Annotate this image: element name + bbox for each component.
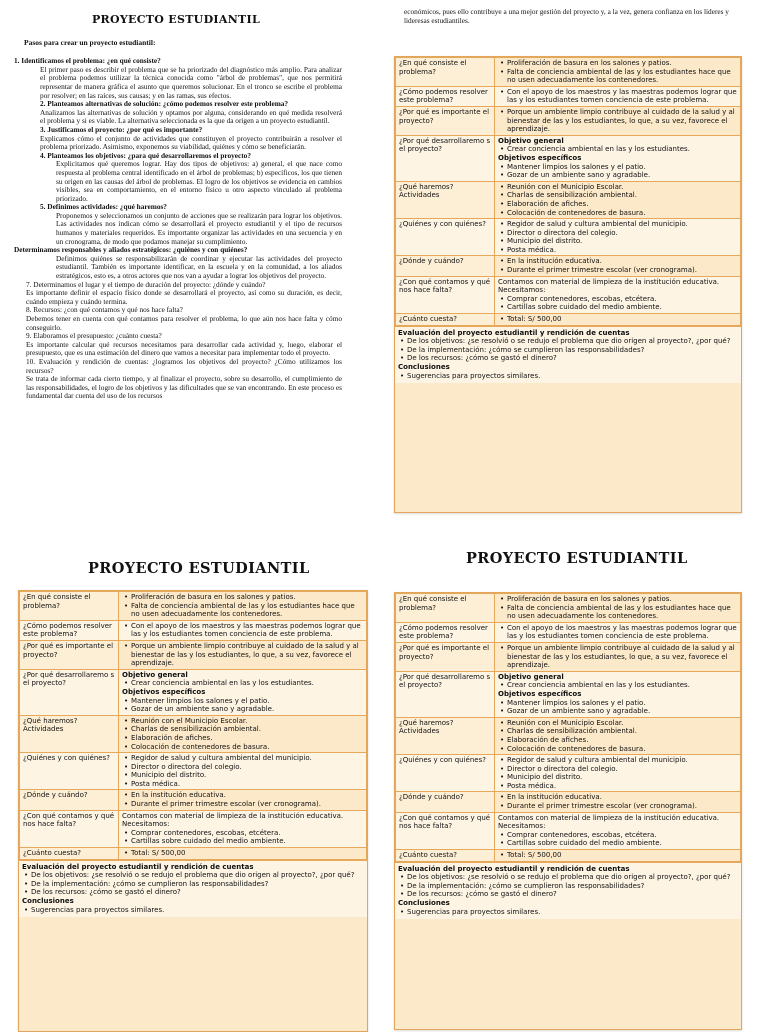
answer-list <box>498 59 737 85</box>
list-item: • Municipio del distrito. <box>131 771 363 780</box>
list-item: • Municipio del distrito. <box>507 237 737 246</box>
answer-list <box>122 679 363 688</box>
list-item: • Regidor de salud y cultura ambiental del municipio. <box>507 220 737 229</box>
question-cell: ¿Con qué contamos y qué nos hace falta? <box>20 810 119 847</box>
question-cell: ¿Por qué es importante el proyecto? <box>20 640 119 669</box>
question-cell: ¿En qué consiste el problema? <box>396 58 495 87</box>
question-cell: ¿Por qué desarrollaremo s el proyecto? <box>20 669 119 715</box>
list-item: • Regidor de salud y cultura ambiental del municipio. <box>131 754 363 763</box>
answer-cell <box>495 181 741 218</box>
steps-column <box>10 14 342 401</box>
answer-cell <box>495 622 741 642</box>
cell-label: Contamos con material de limpieza de la institución educativa. Necesitamos: <box>122 811 344 829</box>
question-cell: ¿Por qué desarrollaremo s el proyecto? <box>396 135 495 181</box>
cell-label: Objetivos específicos <box>498 689 582 698</box>
list-item: • De los objetivos: ¿se resolvió o se redujo el problema que dio origen al proyecto?, ¿por qué? <box>407 337 738 346</box>
question-cell: ¿En qué consiste el problema? <box>20 592 119 621</box>
list-item: • Durante el primer trimestre escolar (ver cronograma). <box>507 266 737 275</box>
step5-text: Proponemos y seleccionamos un conjunto de acciones que se realizarán para lograr los objetivos. Las actividades nos indican cómo se desarrollará el proyecto estudiantil y el tipo de recursos humanos y materiales requeridos. Es importante organizar las actividades en una secuencia y en un cronograma, de modo que podamos manejar su cumplimiento. <box>56 210 342 246</box>
answer-list <box>498 163 737 180</box>
answer-cell <box>119 715 367 752</box>
list-item: • Durante el primer trimestre escolar (ver cronograma). <box>507 802 737 811</box>
table-row <box>396 594 741 623</box>
answer-cell <box>495 256 741 276</box>
answer-list <box>498 595 737 621</box>
list-item: • Posta médica. <box>507 782 737 791</box>
answer-list <box>498 220 737 254</box>
answer-list <box>498 315 737 324</box>
list-item: • Proliferación de basura en los salones y patios. <box>507 595 737 604</box>
table-row <box>20 620 367 640</box>
answer-list <box>498 108 737 134</box>
step6-text: Definimos quiénes se responsabilizarán de coordinar y ejecutar las actividades del proyecto estudiantil. También es importante identificar, en la escuela y en la comunidad, a los aliados estratégicos, esto es, a otros actores que nos van a ayudar a lograr los objetivos del proyecto. <box>56 253 342 281</box>
evaluation-section <box>395 326 741 384</box>
question-cell: ¿Dónde y cuándo? <box>396 792 495 812</box>
table-row <box>20 640 367 669</box>
continuation-text: económicos, pues ello contribuye a una mejor gestión del proyecto y, a la vez, genera confianza en los líderes y lideresas estudiantiles. <box>404 7 729 25</box>
question-cell: ¿Quiénes y con quiénes? <box>396 219 495 256</box>
step9-heading: 9. Elaboramos el presupuesto: ¿cuánto cuesta? <box>26 331 162 341</box>
question-cell: ¿Quiénes y con quiénes? <box>20 753 119 790</box>
answer-cell <box>119 790 367 810</box>
list-item: • Cartillas sobre cuidado del medio ambiente. <box>507 303 737 312</box>
answer-list <box>498 793 737 810</box>
table-row <box>396 792 741 812</box>
evaluation-list <box>22 871 364 897</box>
question-cell: ¿Por qué es importante el proyecto? <box>396 642 495 671</box>
answer-cell <box>495 792 741 812</box>
list-item: • Gozar de un ambiente sano y agradable. <box>507 707 737 716</box>
answer-list <box>498 831 737 848</box>
answer-cell <box>495 135 741 181</box>
answer-cell <box>495 276 741 313</box>
list-item: • Durante el primer trimestre escolar (ver cronograma). <box>131 800 363 809</box>
table-row <box>396 181 741 218</box>
question-cell: ¿Con qué contamos y qué nos hace falta? <box>396 812 495 849</box>
list-item: • Total: S/ 500,00 <box>507 851 737 860</box>
table-row <box>20 790 367 810</box>
answer-list <box>498 851 737 860</box>
list-item: • Charlas de sensibilización ambiental. <box>507 191 737 200</box>
table-row <box>20 669 367 715</box>
cell-label: Objetivo general <box>122 670 188 679</box>
answer-list <box>498 145 737 154</box>
list-item: • Posta médica. <box>507 246 737 255</box>
list-item: • En la institución educativa. <box>507 793 737 802</box>
question-cell: ¿Por qué es importante el proyecto? <box>396 106 495 135</box>
table-row <box>396 135 741 181</box>
cell-label: Contamos con material de limpieza de la institución educativa. Necesitamos: <box>498 813 720 831</box>
list-item: • En la institución educativa. <box>507 257 737 266</box>
project-table-bottom-left <box>18 590 368 1032</box>
answer-list <box>122 829 363 846</box>
answer-list <box>498 756 737 790</box>
list-item: • Posta médica. <box>131 780 363 789</box>
evaluation-title: Evaluación del proyecto estudiantil y rendición de cuentas <box>398 328 630 337</box>
answer-cell <box>495 86 741 106</box>
project-table-bottom-right <box>394 592 742 1030</box>
question-cell: ¿Cuánto cuesta? <box>396 314 495 326</box>
list-item: • De la implementación: ¿cómo se cumplieron las responsabilidades? <box>407 882 738 891</box>
evaluation-title: Evaluación del proyecto estudiantil y rendición de cuentas <box>398 864 630 873</box>
list-item: • Colocación de contenedores de basura. <box>131 743 363 752</box>
answer-list <box>498 699 737 716</box>
steps-subtitle: Pasos para crear un proyecto estudiantil: <box>24 37 156 47</box>
answer-cell <box>119 640 367 669</box>
list-item: • Gozar de un ambiente sano y agradable. <box>507 171 737 180</box>
list-item: • Director o directora del colegio. <box>507 765 737 774</box>
project-table <box>19 591 367 860</box>
answer-cell <box>119 753 367 790</box>
list-item: • Comprar contenedores, escobas, etcétera. <box>131 829 363 838</box>
answer-cell <box>119 592 367 621</box>
list-item: • Sugerencias para proyectos similares. <box>407 908 738 917</box>
answer-list <box>122 697 363 714</box>
question-cell: ¿Qué haremos? Actividades <box>20 715 119 752</box>
list-item: • De la implementación: ¿cómo se cumplieron las responsabilidades? <box>31 880 364 889</box>
answer-cell <box>495 717 741 754</box>
list-item: • Elaboración de afiches. <box>507 200 737 209</box>
list-item: • Mantener limpios los salones y el patio. <box>131 697 363 706</box>
answer-cell <box>495 58 741 87</box>
list-item: • Director o directora del colegio. <box>507 229 737 238</box>
answer-cell <box>119 848 367 860</box>
answer-cell <box>495 850 741 862</box>
table-row <box>396 314 741 326</box>
answer-list <box>498 681 737 690</box>
list-item: • Municipio del distrito. <box>507 773 737 782</box>
conclusions-label: Conclusiones <box>398 899 450 907</box>
list-item: • De los recursos: ¿cómo se gastó el dinero? <box>407 890 738 899</box>
question-cell: ¿Dónde y cuándo? <box>396 256 495 276</box>
table-row <box>396 812 741 849</box>
list-item: • Crear conciencia ambiental en las y los estudiantes. <box>507 681 737 690</box>
answer-list <box>122 791 363 808</box>
page-title: PROYECTO ESTUDIANTIL <box>91 13 261 26</box>
table-row <box>396 276 741 313</box>
table-row <box>396 106 741 135</box>
list-item: • Porque un ambiente limpio contribuye al cuidado de la salud y al bienestar de las y los estudiantes, lo que, a su vez, favorece el aprendizaje. <box>507 644 737 670</box>
question-cell: ¿Con qué contamos y qué nos hace falta? <box>396 276 495 313</box>
question-cell: ¿Dónde y cuándo? <box>20 790 119 810</box>
list-item: • Colocación de contenedores de basura. <box>507 209 737 218</box>
answer-list <box>498 644 737 670</box>
answer-list <box>122 754 363 788</box>
list-item: • Crear conciencia ambiental en las y los estudiantes. <box>131 679 363 688</box>
list-item: • Charlas de sensibilización ambiental. <box>131 725 363 734</box>
list-item: • Charlas de sensibilización ambiental. <box>507 727 737 736</box>
question-cell: ¿Cuánto cuesta? <box>396 850 495 862</box>
answer-cell <box>495 812 741 849</box>
list-item: • De la implementación: ¿cómo se cumplieron las responsabilidades? <box>407 346 738 355</box>
question-cell: ¿En qué consiste el problema? <box>396 594 495 623</box>
conclusions-label: Conclusiones <box>398 363 450 371</box>
evaluation-list <box>398 873 738 899</box>
list-item: • Colocación de contenedores de basura. <box>507 745 737 754</box>
list-item: • Falta de conciencia ambiental de las y los estudiantes hace que no usen adecuadamente los contenedores. <box>507 604 737 621</box>
answer-cell <box>119 810 367 847</box>
answer-list <box>498 88 737 105</box>
table-row <box>396 58 741 87</box>
table-row <box>396 755 741 792</box>
table-row <box>20 810 367 847</box>
answer-list <box>498 257 737 274</box>
conclusions-list <box>398 372 738 381</box>
step3-heading: 3. Justificamos el proyecto: ¿por qué es importante? <box>40 124 203 134</box>
list-item: • Falta de conciencia ambiental de las y los estudiantes hace que no usen adecuadamente los contenedores. <box>507 68 737 85</box>
list-item: • De los objetivos: ¿se resolvió o se redujo el problema que dio origen al proyecto?, ¿por qué? <box>31 871 364 880</box>
table-row <box>396 850 741 862</box>
step6-heading: Determinamos responsables y aliados estratégicos: ¿quiénes y con quiénes? <box>14 245 248 255</box>
table-row <box>396 86 741 106</box>
question-cell: ¿Cómo podemos resolver este problema? <box>20 620 119 640</box>
step7-text: Es importante definir el espacio físico donde se desarrollará el proyecto, así como su duración, es decir, cuándo empieza y cuándo termina. <box>26 288 342 306</box>
list-item: • Reunión con el Municipio Escolar. <box>131 717 363 726</box>
list-item: • Comprar contenedores, escobas, etcétera. <box>507 295 737 304</box>
table-row <box>20 848 367 860</box>
list-item: • Cartillas sobre cuidado del medio ambiente. <box>131 837 363 846</box>
cell-label: Objetivos específicos <box>498 153 582 162</box>
conclusions-list <box>22 906 364 915</box>
answer-list <box>498 295 737 312</box>
list-item: • Porque un ambiente limpio contribuye al cuidado de la salud y al bienestar de las y los estudiantes, lo que, a su vez, favorece el aprendizaje. <box>131 642 363 668</box>
answer-cell <box>495 106 741 135</box>
bottom-left-title: PROYECTO ESTUDIANTIL <box>88 560 310 577</box>
table-row <box>396 256 741 276</box>
list-item: • Elaboración de afiches. <box>131 734 363 743</box>
list-item: • Total: S/ 500,00 <box>131 849 363 858</box>
list-item: • Mantener limpios los salones y el patio. <box>507 163 737 172</box>
answer-cell <box>495 594 741 623</box>
list-item: • Sugerencias para proyectos similares. <box>31 906 364 915</box>
step10-text: Se trata de informar cada cierto tiempo, y al finalizar el proyecto, sobre su desarrollo, el cumplimiento de las responsabilidades, el logro de los objetivos y las dificultades que se van encontrando. En este proceso es fundamental dar cuenta del uso de los recursos <box>26 374 342 401</box>
step2-heading: 2. Planteamos alternativas de solución: ¿cómo podemos resolver este problema? <box>40 99 289 109</box>
answer-cell <box>495 671 741 717</box>
step7-heading: 7. Determinamos el lugar y el tiempo de duración del proyecto: ¿dónde y cuándo? <box>26 279 266 289</box>
list-item: • Proliferación de basura en los salones y patios. <box>507 59 737 68</box>
step2-text: Analizamos las alternativas de solución y optamos por alguna, considerando en qué medida resolverá el problema y si es viable. La alternativa seleccionada es la que da origen a un proyecto estudiantil. <box>40 107 342 126</box>
answer-list <box>122 717 363 751</box>
answer-list <box>122 642 363 668</box>
question-cell: ¿Cómo podemos resolver este problema? <box>396 86 495 106</box>
list-item: • De los objetivos: ¿se resolvió o se redujo el problema que dio origen al proyecto?, ¿por qué? <box>407 873 738 882</box>
table-row <box>396 671 741 717</box>
list-item: • Total: S/ 500,00 <box>507 315 737 324</box>
list-item: • Gozar de un ambiente sano y agradable. <box>131 705 363 714</box>
question-cell: ¿Qué haremos? Actividades <box>396 181 495 218</box>
answer-cell <box>495 755 741 792</box>
list-item: • Sugerencias para proyectos similares. <box>407 372 738 381</box>
list-item: • De los recursos: ¿cómo se gastó el dinero? <box>407 354 738 363</box>
answer-cell <box>119 669 367 715</box>
table-row <box>20 592 367 621</box>
answer-list <box>122 849 363 858</box>
question-cell: ¿Cómo podemos resolver este problema? <box>396 622 495 642</box>
evaluation-title: Evaluación del proyecto estudiantil y rendición de cuentas <box>22 862 254 871</box>
list-item: • De los recursos: ¿cómo se gastó el dinero? <box>31 888 364 897</box>
list-item: • Con el apoyo de los maestros y las maestras podemos lograr que las y los estudiantes tomen conciencia de este problema. <box>131 622 363 639</box>
step1-text: El primer paso es describir el problema que se ha priorizado del diagnóstico más amplio. Para analizar el problema podemos utilizar la técnica conocida como "árbol de problemas", que nos permitirá representar de manera gráfica el asunto que queremos solucionar. En el tronco se escribe el problema por resolver; en las raíces, sus causas; y en las ramas, sus efectos. <box>40 64 342 100</box>
list-item: • Falta de conciencia ambiental de las y los estudiantes hace que no usen adecuadamente los contenedores. <box>131 602 363 619</box>
answer-cell <box>119 620 367 640</box>
answer-list <box>498 624 737 641</box>
list-item: • En la institución educativa. <box>131 791 363 800</box>
table-row <box>20 753 367 790</box>
step4-heading: 4. Planteamos los objetivos: ¿para qué desarrollaremos el proyecto? <box>40 150 251 160</box>
list-item: • Crear conciencia ambiental en las y los estudiantes. <box>507 145 737 154</box>
project-table-top-right <box>394 56 742 513</box>
conclusions-label: Conclusiones <box>22 897 74 905</box>
list-item: • Porque un ambiente limpio contribuye al cuidado de la salud y al bienestar de las y los estudiantes, lo que, a su vez, favorece el aprendizaje. <box>507 108 737 134</box>
list-item: • Mantener limpios los salones y el patio. <box>507 699 737 708</box>
step5-heading: 5. Definimos actividades: ¿qué haremos? <box>40 202 167 212</box>
table-row <box>20 715 367 752</box>
question-cell: ¿Quiénes y con quiénes? <box>396 755 495 792</box>
step4-text: Explicitamos qué queremos lograr. Hay dos tipos de objetivos: a) general, el que nace como respuesta al problema central identificado en el árbol de problemas; b) específicos, los que tienen su origen en las causas del árbol de problemas. El logro de los objetivos se evidencia en cambios visibles, sea en comportamiento, en el entorno físico u otro aspecto vinculado al problema priorizado. <box>56 159 342 203</box>
list-item: • Regidor de salud y cultura ambiental del municipio. <box>507 756 737 765</box>
cell-label: Objetivo general <box>498 136 564 145</box>
list-item: • Proliferación de basura en los salones y patios. <box>131 593 363 602</box>
answer-list <box>498 183 737 217</box>
table-row <box>396 219 741 256</box>
table-row <box>396 642 741 671</box>
table-row <box>396 622 741 642</box>
list-item: • Reunión con el Municipio Escolar. <box>507 183 737 192</box>
answer-cell <box>495 642 741 671</box>
list-item: • Con el apoyo de los maestros y las maestras podemos lograr que las y los estudiantes tomen conciencia de este problema. <box>507 88 737 105</box>
evaluation-section <box>395 862 741 920</box>
list-item: • Elaboración de afiches. <box>507 736 737 745</box>
step8-text: Debemos tener en cuenta con qué contamos para resolver el problema, lo que aún nos hace falta y cómo conseguirlo. <box>26 314 342 332</box>
list-item: • Reunión con el Municipio Escolar. <box>507 719 737 728</box>
list-item: • Director o directora del colegio. <box>131 763 363 772</box>
cell-label: Objetivos específicos <box>122 687 206 696</box>
answer-list <box>122 593 363 619</box>
evaluation-list <box>398 337 738 363</box>
table-row <box>396 717 741 754</box>
cell-label: Objetivo general <box>498 672 564 681</box>
step1-heading: 1. Identificamos el problema: ¿en qué consiste? <box>14 56 161 66</box>
answer-list <box>498 719 737 753</box>
answer-cell <box>495 219 741 256</box>
conclusions-list <box>398 908 738 917</box>
question-cell: ¿Qué haremos? Actividades <box>396 717 495 754</box>
answer-list <box>122 622 363 639</box>
step10-heading: 10. Evaluación y rendición de cuentas: ¿logramos los objetivos del proyecto? ¿Cómo utilizamos los recursos? <box>26 356 342 375</box>
bottom-right-title: PROYECTO ESTUDIANTIL <box>466 550 688 567</box>
project-table <box>395 57 741 326</box>
evaluation-section <box>19 860 367 918</box>
list-item: • Con el apoyo de los maestros y las maestras podemos lograr que las y los estudiantes tomen conciencia de este problema. <box>507 624 737 641</box>
step8-heading: 8. Recursos: ¿con qué contamos y qué nos hace falta? <box>26 305 183 315</box>
question-cell: ¿Por qué desarrollaremo s el proyecto? <box>396 671 495 717</box>
project-table <box>395 593 741 862</box>
list-item: • Comprar contenedores, escobas, etcétera. <box>507 831 737 840</box>
answer-cell <box>495 314 741 326</box>
step9-text: Es importante calcular qué recursos necesitamos para desarrollar cada actividad y, luego, elaborar el presupuesto, que es una estimación del dinero que vamos a necesitar para implementar todo el proyecto. <box>26 339 342 358</box>
question-cell: ¿Cuánto cuesta? <box>20 848 119 860</box>
list-item: • Cartillas sobre cuidado del medio ambiente. <box>507 839 737 848</box>
step3-text: Explicamos cómo el conjunto de actividades que constituyen el proyecto contribuirán a resolver el problema priorizado. Asimismo, exponemos su viabilidad, quiénes y cómo se beneficiarán. <box>40 133 342 152</box>
cell-label: Contamos con material de limpieza de la institución educativa. Necesitamos: <box>498 277 720 295</box>
